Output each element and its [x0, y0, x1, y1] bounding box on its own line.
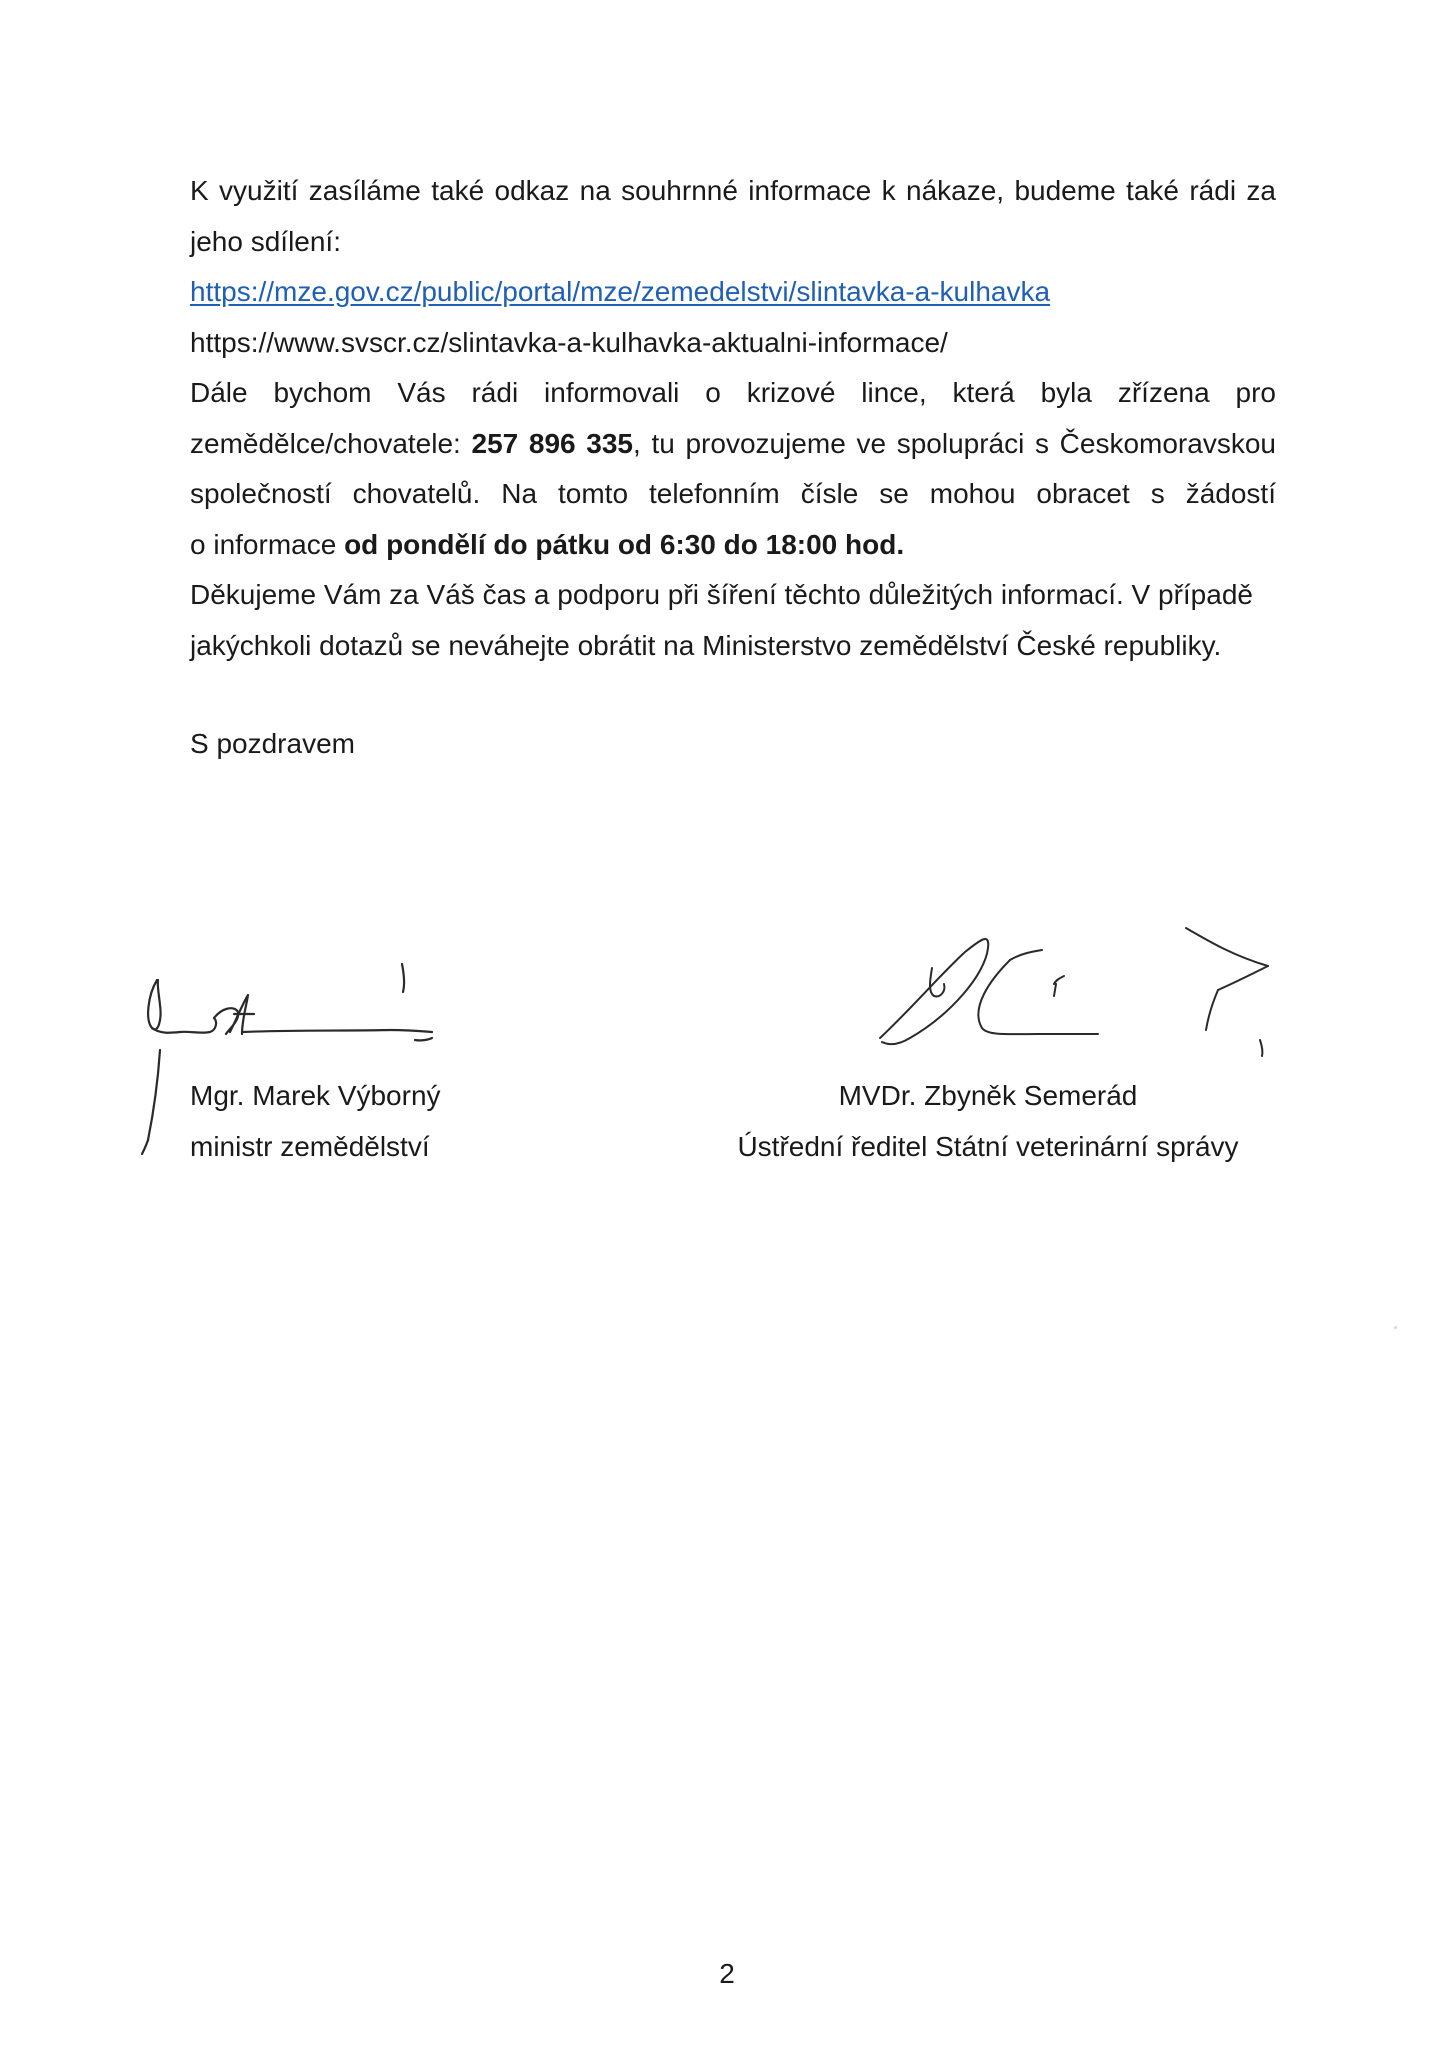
- paragraph-2-line-1: Dále bychom Vás rádi informovali o krizové lince, která byla zřízena pro: [190, 377, 1276, 408]
- paragraph-1-line-2: jeho sdílení:: [190, 225, 341, 257]
- crisis-phone-number: 257 896 335: [471, 427, 633, 459]
- letter-body: [190, 166, 1276, 671]
- scan-artifact: [1394, 1326, 1397, 1329]
- paragraph-2-line-2-end: , tu provozujeme ve spolupráci s Českomoravskou: [633, 427, 1276, 459]
- paragraph-2-line-3: společností chovatelů. Na tomto telefonním čísle se mohou obracet s žádostí: [190, 478, 1276, 509]
- signatory-right-role: Ústřední ředitel Státní veterinární správy: [737, 1131, 1239, 1162]
- paragraph-2-line-2-start: zemědělce/chovatele:: [190, 427, 472, 459]
- page-number: 2: [719, 1958, 735, 1989]
- paragraph-2-line-2: [190, 419, 1276, 470]
- svscr-link[interactable]: https://www.svscr.cz/slintavka-a-kulhavka-aktualni-informace/: [190, 326, 948, 358]
- mze-link[interactable]: https://mze.gov.cz/public/portal/mze/zemedelstvi/slintavka-a-kulhavka: [190, 276, 1051, 307]
- paragraph-3-line-2: jakýchkoli dotazů se neváhejte obrátit na Ministerstvo zemědělství České republiky.: [190, 629, 1222, 661]
- service-hours: od pondělí do pátku od 6:30 do 18:00 hod.: [344, 528, 905, 560]
- signatory-left-role: ministr zemědělství: [190, 1131, 430, 1162]
- closing-greeting: S pozdravem: [190, 728, 355, 759]
- paragraph-2-line-4-start: o informace: [190, 528, 345, 560]
- paragraph-2-line-4: [190, 520, 1276, 571]
- signatory-right: [700, 1070, 1276, 1172]
- signature-right-image: [870, 920, 1290, 1070]
- paragraph-1-line-1: K využití zasíláme také odkaz na souhrnné informace k nákaze, budeme také rádi za: [190, 175, 1276, 206]
- paragraph-3-line-1: Děkujeme Vám za Váš čas a podporu při šíření těchto důležitých informací. V případě: [190, 579, 1253, 610]
- signatory-right-name: MVDr. Zbyněk Semerád: [838, 1080, 1138, 1111]
- signatory-left-name: Mgr. Marek Výborný: [190, 1080, 441, 1111]
- signatory-left: [190, 1070, 441, 1172]
